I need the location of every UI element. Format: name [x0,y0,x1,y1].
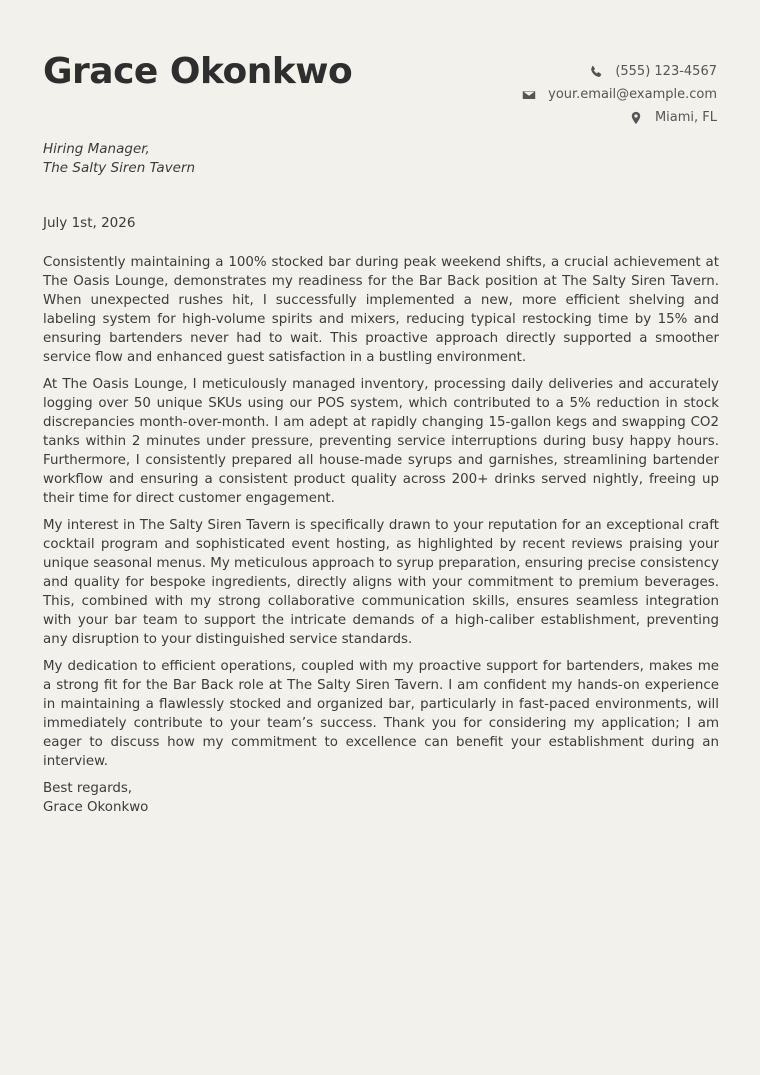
contact-email-row [522,83,717,106]
body-paragraph: My dedication to efficient operations, coupled with my proactive support for bartenders, makes me a strong fit for the Bar Back role at The Salty Siren Tavern. I am confident my hands-on experience in maintaining a flawlessly stocked and organized bar, particularly in fast-paced environments, will immediately contribute to your team’s success. Thank you for considering my application; I am eager to discuss how my commitment to excellence can benefit your establishment during an interview. [43,659,719,769]
closing-signature: Grace Okonkwo [43,800,149,815]
contact-email: your.email@example.com [548,87,717,102]
contact-location-row [522,106,717,129]
body-paragraph: Consistently maintaining a 100% stocked bar during peak weekend shifts, a crucial achievement at The Oasis Lounge, demonstrates my readiness for the Bar Back position at The Salty Siren Tavern. When unexpected rushes hit, I successfully implemented a new, more efficient shelving and labeling system for high-volume spirits and mixers, reducing typical restocking time by 15% and ensuring bartenders never had to wait. This proactive approach directly supported a smoother service flow and enhanced guest satisfaction in a bustling environment. [43,255,719,365]
letter-date: July 1st, 2026 [43,215,136,231]
recipient-title: Hiring Manager, [43,141,150,157]
recipient-block [43,140,195,178]
closing-salutation: Best regards, [43,781,133,796]
recipient-company: The Salty Siren Tavern [43,160,196,176]
applicant-name: Grace Okonkwo [43,51,353,92]
body-paragraph: At The Oasis Lounge, I meticulously managed inventory, processing daily deliveries and accurately logging over 50 unique SKUs using our POS system, which contributed to a 5% reduction in stock discrepancies month-over-month. I am adept at rapidly changing 15-gallon kegs and swapping CO2 tanks within 2 minutes under pressure, preventing service interruptions during busy happy hours. Furthermore, I consistently prepared all house-made syrups and garnishes, streamlining bartender workflow and ensuring a consistent product quality across 200+ drinks served nightly, freeing up their time for direct customer engagement. [43,377,719,506]
letter-body [43,253,719,817]
phone-icon [589,65,603,79]
envelope-icon [522,88,536,102]
contact-block [522,60,717,129]
contact-phone: (555) 123-4567 [615,64,717,79]
body-paragraph: My interest in The Salty Siren Tavern is specifically drawn to your reputation for an exceptional craft cocktail program and sophisticated event hosting, as highlighted by recent reviews praising your unique seasonal menus. My meticulous approach to syrup preparation, ensuring precise consistency and quality for bespoke ingredients, directly aligns with your commitment to premium beverages. This, combined with my strong collaborative communication skills, ensures seamless integration with your bar team to support the intricate demands of a high-caliber establishment, preventing any disruption to your distinguished service standards. [43,518,719,647]
contact-location: Miami, FL [654,110,717,125]
contact-phone-row [522,60,717,83]
map-pin-icon [629,111,643,125]
closing-block [43,779,719,817]
